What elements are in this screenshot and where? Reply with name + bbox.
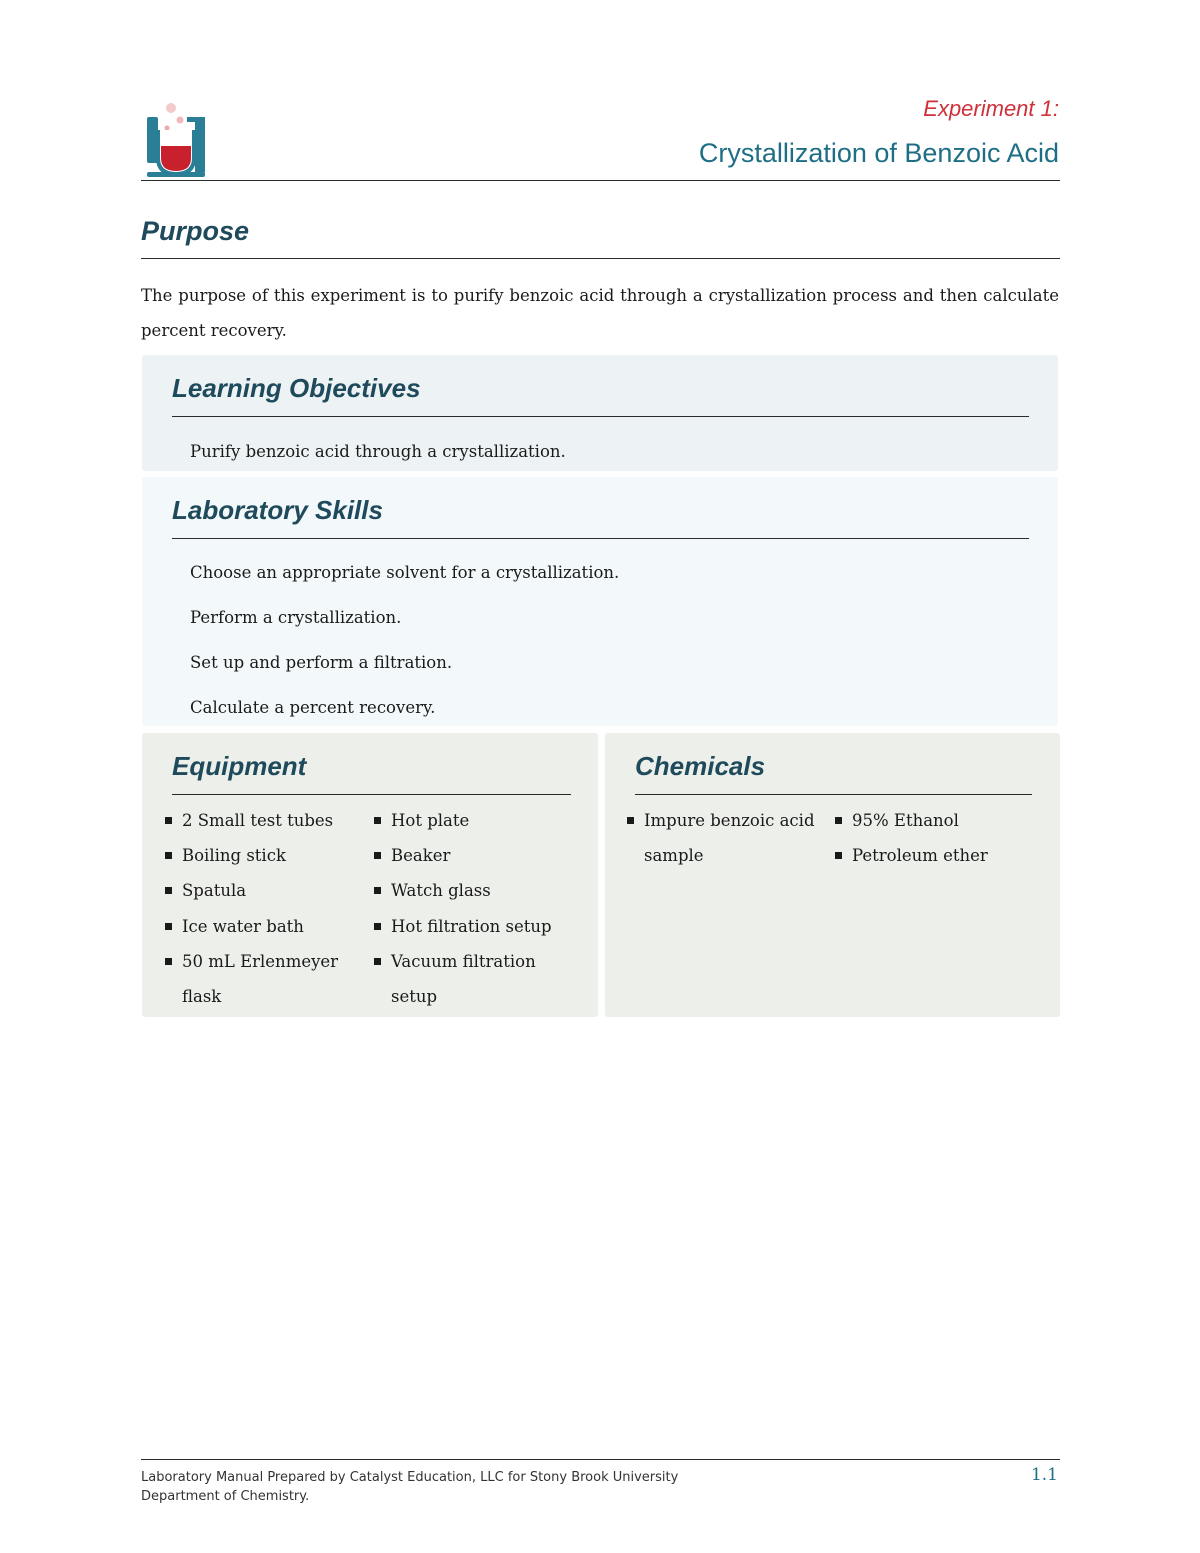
list-item: Vacuum filtration setup bbox=[374, 944, 574, 1014]
list-item: 2 Small test tubes bbox=[165, 803, 355, 838]
equipment-list-column-1 bbox=[165, 803, 355, 1014]
list-item: Watch glass bbox=[374, 873, 574, 908]
list-item: Petroleum ether bbox=[835, 838, 1035, 873]
list-item: Spatula bbox=[165, 873, 355, 908]
flask-logo-icon bbox=[143, 100, 209, 180]
list-item: Choose an appropriate solvent for a crystallization. bbox=[190, 563, 620, 582]
chemicals-list-column-1 bbox=[627, 803, 823, 873]
laboratory-skills-divider bbox=[172, 538, 1029, 539]
purpose-divider bbox=[141, 258, 1060, 259]
experiment-title: Crystallization of Benzoic Acid bbox=[698, 138, 1059, 168]
page-number: 1.1 bbox=[1030, 1465, 1058, 1485]
equipment-panel bbox=[142, 733, 598, 1017]
equipment-list-column-2 bbox=[374, 803, 574, 1014]
list-item: Perform a crystallization. bbox=[190, 608, 402, 627]
list-item: Hot filtration setup bbox=[374, 909, 574, 944]
list-item: Calculate a percent recovery. bbox=[190, 698, 436, 717]
learning-objectives-panel bbox=[142, 355, 1058, 471]
list-item: Ice water bath bbox=[165, 909, 355, 944]
learning-objectives-list bbox=[190, 429, 566, 474]
list-item: Impure benzoic acid sample bbox=[627, 803, 823, 873]
footer-divider bbox=[141, 1459, 1060, 1460]
list-item: Set up and perform a filtration. bbox=[190, 653, 453, 672]
list-item: Boiling stick bbox=[165, 838, 355, 873]
header-divider bbox=[141, 180, 1060, 181]
list-item: 50 mL Erlenmeyer flask bbox=[165, 944, 355, 1014]
learning-objectives-divider bbox=[172, 416, 1029, 417]
chemicals-list-column-2 bbox=[835, 803, 1035, 873]
purpose-text: The purpose of this experiment is to purify benzoic acid through a crystallization process and then calculate percent recovery. bbox=[141, 286, 1059, 340]
chemicals-panel bbox=[605, 733, 1060, 1017]
list-item: 95% Ethanol bbox=[835, 803, 1035, 838]
laboratory-skills-heading: Laboratory Skills bbox=[172, 495, 383, 525]
laboratory-skills-panel bbox=[142, 477, 1058, 726]
experiment-label: Experiment 1: bbox=[923, 96, 1059, 121]
purpose-heading: Purpose bbox=[141, 216, 250, 246]
list-item: Beaker bbox=[374, 838, 574, 873]
chemicals-divider bbox=[635, 794, 1032, 795]
footer-text: Laboratory Manual Prepared by Catalyst Education, LLC for Stony Brook University Department of Chemistry. bbox=[141, 1470, 679, 1504]
learning-objectives-heading: Learning Objectives bbox=[172, 373, 421, 403]
equipment-heading: Equipment bbox=[172, 751, 307, 781]
chemicals-heading: Chemicals bbox=[635, 751, 766, 781]
laboratory-skills-list bbox=[190, 550, 619, 730]
equipment-divider bbox=[172, 794, 571, 795]
list-item: Hot plate bbox=[374, 803, 574, 838]
list-item: Purify benzoic acid through a crystallization. bbox=[190, 442, 566, 461]
